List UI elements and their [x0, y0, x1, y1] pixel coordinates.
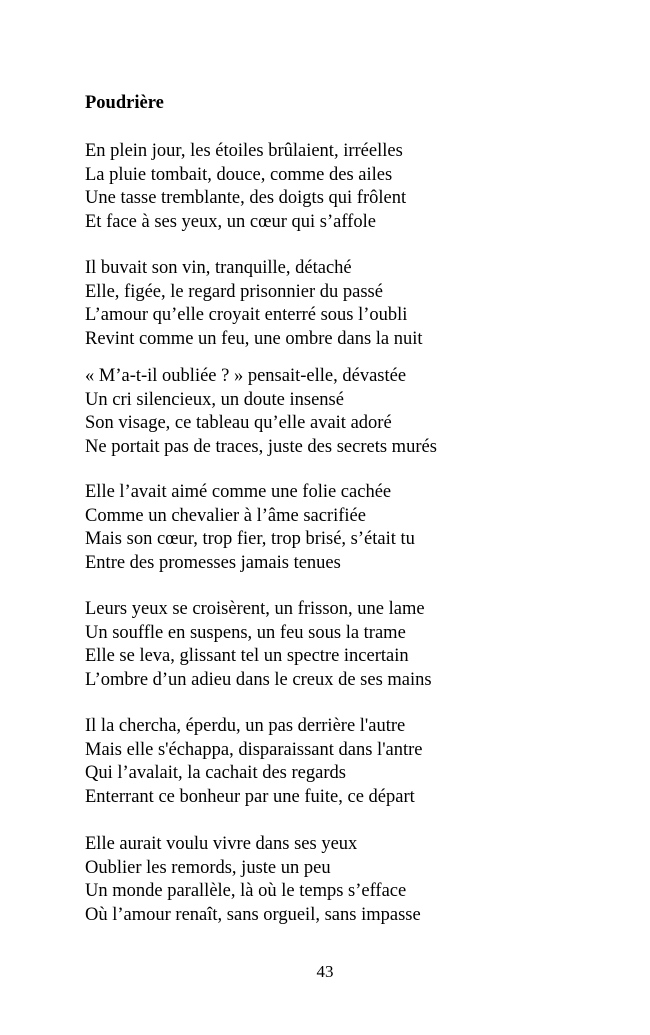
poem-line: Elle aurait voulu vivre dans ses yeux: [85, 834, 358, 854]
poem-line: Revint comme un feu, une ombre dans la nuit: [85, 328, 423, 349]
poem-line: Ne portait pas de traces, juste des secrets murés: [85, 436, 437, 457]
page-number: 43: [316, 962, 334, 981]
poem-line: Oublier les remords, juste un peu: [85, 857, 331, 878]
poem-line: Et face à ses yeux, un cœur qui s’affole: [85, 211, 376, 232]
poem-line: La pluie tombait, douce, comme des ailes: [85, 164, 393, 185]
poem-line: Mais elle s'échappa, disparaissant dans l'antre: [85, 739, 423, 760]
stanza-7: [85, 833, 421, 927]
poem-title: Poudrière: [85, 93, 164, 113]
poem-line: Comme un chevalier à l’âme sacrifiée: [85, 505, 366, 526]
stanza-1: [85, 140, 406, 234]
poem-line: Où l’amour renaît, sans orgueil, sans impasse: [85, 904, 421, 925]
poem-line: Un souffle en suspens, un feu sous la trame: [85, 622, 406, 643]
stanza-3: [85, 365, 437, 459]
stanza-6: [85, 715, 423, 809]
poem-line: Elle, figée, le regard prisonnier du passé: [85, 281, 383, 302]
poem-line: Qui l’avalait, la cachait des regards: [85, 763, 346, 783]
poem-line: Mais son cœur, trop fier, trop brisé, s’était tu: [85, 529, 415, 549]
poem-line: L’amour qu’elle croyait enterré sous l’oubli: [85, 305, 408, 325]
poem-line: Il buvait son vin, tranquille, détaché: [85, 258, 352, 278]
poem-line: Il la chercha, éperdu, un pas derrière l'autre: [85, 716, 406, 736]
poem-line: L’ombre d’un adieu dans le creux de ses mains: [85, 669, 432, 690]
poem-line: Son visage, ce tableau qu’elle avait adoré: [85, 413, 392, 433]
poem-line: « M’a-t-il oubliée ? » pensait-elle, dévastée: [85, 366, 407, 386]
stanza-2: [85, 257, 423, 351]
poem-line: Elle l’avait aimé comme une folie cachée: [85, 482, 392, 502]
poem-line: Un cri silencieux, un doute insensé: [85, 389, 344, 410]
poem-line: Une tasse tremblante, des doigts qui frôlent: [85, 188, 407, 208]
poem-line: En plein jour, les étoiles brûlaient, irréelles: [85, 141, 403, 161]
poem-line: Elle se leva, glissant tel un spectre incertain: [85, 646, 409, 666]
poem-line: Un monde parallèle, là où le temps s’efface: [85, 881, 407, 901]
poem-line: Leurs yeux se croisèrent, un frisson, une lame: [85, 599, 425, 619]
poem-line: Enterrant ce bonheur par une fuite, ce départ: [85, 786, 415, 807]
poem-line: Entre des promesses jamais tenues: [85, 552, 341, 573]
stanza-4: [85, 481, 415, 575]
stanza-5: [85, 598, 432, 692]
